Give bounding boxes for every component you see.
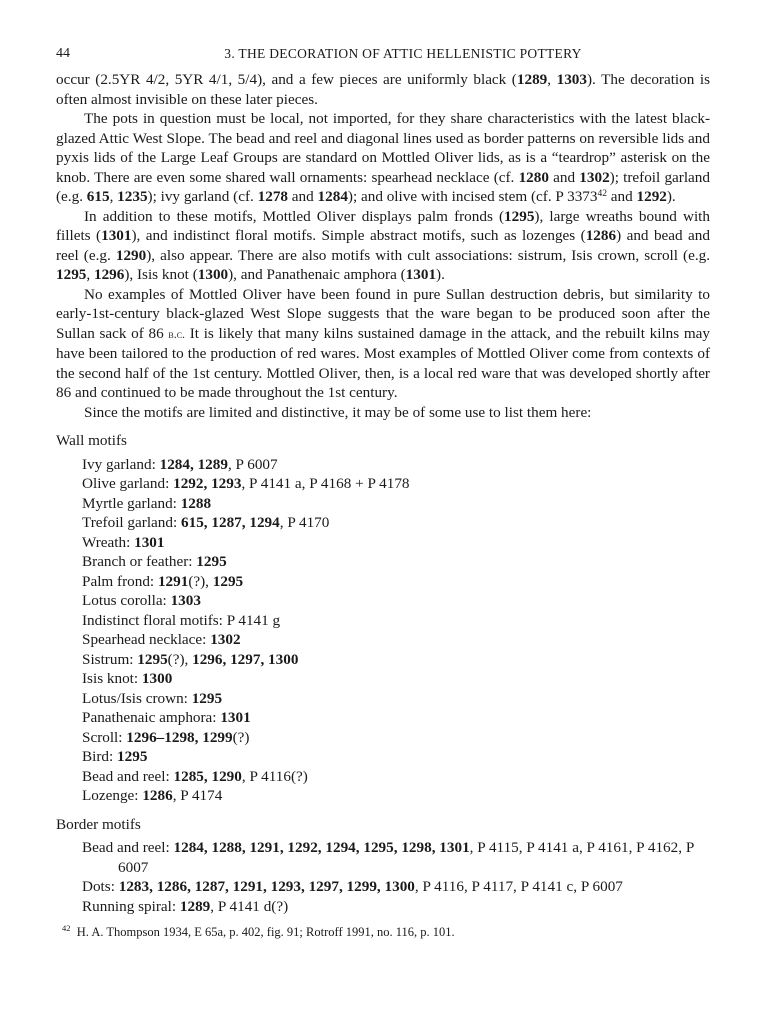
paragraph-3: In addition to these motifs, Mottled Oliver displays palm fronds (1295), large wreaths bound with fillets (1301), and indistinct floral motifs. Simple abstract motifs, such as lozenges (1286) and bead and reel (e.g. 1290), also appear. There are also motifs with cult associations: sistrum, Isis crown, scroll (e.g. 1295, 1296), Isis knot (1300), and Panathenaic amphora (1301). (56, 207, 711, 283)
motif-catalog-numbers: 1303 (170, 592, 201, 609)
motif-label: Lotus/Isis crown: (82, 689, 192, 707)
motif-label: Lotus corolla: (82, 592, 171, 609)
paragraph-5: Since the motifs are limited and distinctive, it may be of some use to list them here: (84, 403, 592, 421)
motif-item (82, 572, 710, 592)
motif-catalog-numbers: 1301 (134, 533, 165, 551)
motif-catalog-numbers: 1295 (212, 572, 244, 590)
motif-label: Myrtle garland: (82, 494, 181, 512)
motif-label: Ivy garland: (82, 455, 160, 473)
motif-label: Trefoil garland: (82, 514, 181, 531)
border-motifs-list (56, 838, 710, 916)
motif-item (82, 838, 710, 877)
motif-item (82, 513, 710, 533)
motif-item (82, 877, 710, 897)
motif-references: (?), (188, 572, 213, 590)
paragraph-4: No examples of Mottled Oliver have been found in pure Sullan destruction debris, but similarity to early-1st-century black-glazed West Slope suggests that the ware began to be produced soon after the Sullan sack of 86 b.c. It is likely that many kilns sustained damage in the attack, and the rebuilt kilns may have been tailored to the production of red wares. Most examples of Mottled Oliver come from contexts of the second half of the 1st century. Mottled Oliver, then, is a local red ware that was developed shortly after 86 and continued to be made throughout the 1st century. (56, 285, 710, 401)
motif-item (82, 747, 710, 767)
motif-item (82, 786, 710, 806)
motif-item (82, 533, 710, 553)
motif-label: Spearhead necklace: (82, 631, 211, 648)
footnote-reference[interactable]: 42 (597, 189, 607, 199)
motif-label: Isis knot: (82, 670, 142, 687)
motif-label: Sistrum: (82, 650, 138, 668)
motif-item (82, 689, 710, 709)
motif-catalog-numbers: 1284, 1288, 1291, 1292, 1294, 1295, 1298, 1301 (173, 839, 470, 856)
motif-item (82, 669, 710, 689)
motif-catalog-numbers: 1295 (137, 650, 168, 668)
motif-references: , P 4174 (172, 787, 223, 804)
motif-item (82, 897, 710, 917)
motif-catalog-numbers: 1296, 1297, 1300 (192, 650, 299, 668)
page (56, 44, 710, 941)
motif-references: , P 4115, P 4141 a, P 4161, P 4162, P 6007 (118, 839, 694, 876)
motif-references: , P 4170 (279, 514, 330, 531)
motif-label: Running spiral: (82, 897, 180, 915)
motif-item (82, 708, 710, 728)
motif-catalog-numbers: 1291 (157, 572, 189, 590)
motif-item (82, 728, 710, 748)
motif-references: , P 4116(?) (241, 767, 308, 785)
motif-item (82, 474, 710, 494)
motif-catalog-numbers: 1295 (191, 689, 223, 707)
motif-catalog-numbers: 1284, 1289 (159, 455, 228, 473)
motif-references: , P 6007 (227, 455, 278, 473)
motif-item (82, 455, 710, 475)
motif-catalog-numbers: 1300 (141, 670, 173, 687)
wall-motifs-list (56, 455, 710, 806)
motif-label: Indistinct floral motifs: (82, 611, 227, 629)
motif-label: Dots: (82, 878, 119, 895)
motif-catalog-numbers: 1302 (210, 631, 241, 648)
motif-item (82, 552, 710, 572)
motif-catalog-numbers: 1285, 1290 (173, 767, 242, 785)
motif-references: (?) (232, 728, 250, 746)
motif-references: , P 4141 d(?) (210, 897, 289, 915)
motif-catalog-numbers: 1286 (142, 787, 173, 804)
motif-label: Bead and reel: (82, 839, 174, 856)
motif-item (82, 611, 710, 631)
footnote-number: 42 (62, 923, 71, 933)
border-motifs-heading: Border motifs (56, 815, 141, 833)
motif-references: P 4141 g (226, 611, 281, 629)
motif-catalog-numbers: 1295 (117, 748, 148, 765)
motif-references: , P 4141 a, P 4168 + P 4178 (241, 475, 410, 492)
wall-motifs-heading: Wall motifs (56, 432, 127, 449)
page-number: 44 (56, 46, 70, 61)
motif-catalog-numbers: 1301 (220, 709, 251, 726)
motif-label: Bead and reel: (82, 767, 174, 785)
motif-item (82, 767, 710, 787)
motif-catalog-numbers: 1289 (179, 897, 211, 915)
motif-label: Olive garland: (82, 475, 174, 492)
motif-label: Panathenaic amphora: (82, 709, 221, 726)
footnote (56, 924, 710, 941)
motif-label: Wreath: (82, 533, 135, 551)
motif-catalog-numbers: 1292, 1293 (173, 475, 242, 492)
paragraph-1: occur (2.5YR 4/2, 5YR 4/1, 5/4), and a few pieces are uniformly black (1289, 1303). The decoration is often almost invisible on these later pieces. (56, 71, 711, 108)
motif-item (82, 630, 710, 650)
motif-catalog-numbers: 615, 1287, 1294 (181, 514, 280, 531)
paragraph-2: The pots in question must be local, not imported, for they share characteristics with the latest black-glazed Attic West Slope. The bead and reel and diagonal lines used as border patterns on reversible lids and pyxis lids of the Large Leaf Groups are standard on Mottled Oliver lids, as is a “teardrop” asterisk on the knob. There are even some shared wall ornaments: spearhead necklace (cf. 1280 and 1302); trefoil garland (e.g. 615, 1235); ivy garland (cf. 1278 and 1284); and olive with incised stem (cf. P 3373$^{42}$ and 1292). (56, 110, 710, 205)
motif-label: Scroll: (82, 728, 127, 746)
motif-label: Branch or feather: (82, 553, 197, 570)
motif-item (82, 591, 710, 611)
motif-label: Lozenge: (82, 787, 143, 804)
motif-item (82, 494, 710, 514)
motif-catalog-numbers: 1296–1298, 1299 (126, 728, 233, 746)
motif-label: Bird: (82, 748, 118, 765)
motif-references: , P 4116, P 4117, P 4141 c, P 6007 (414, 878, 623, 895)
motif-catalog-numbers: 1283, 1286, 1287, 1291, 1293, 1297, 1299, 1300 (118, 878, 415, 895)
footnote-text: H. A. Thompson 1934, E 65a, p. 402, fig. 91; Rotroff 1991, no. 116, p. 101. (76, 925, 455, 939)
motif-catalog-numbers: 1295 (196, 553, 227, 570)
page-header (56, 44, 710, 64)
motif-references: (?), (167, 650, 193, 668)
motif-item (82, 650, 710, 670)
motif-catalog-numbers: 1288 (180, 494, 212, 512)
motif-label: Palm frond: (82, 572, 158, 590)
running-head: 3. THE DECORATION OF ATTIC HELLENISTIC POTTERY (224, 46, 582, 61)
